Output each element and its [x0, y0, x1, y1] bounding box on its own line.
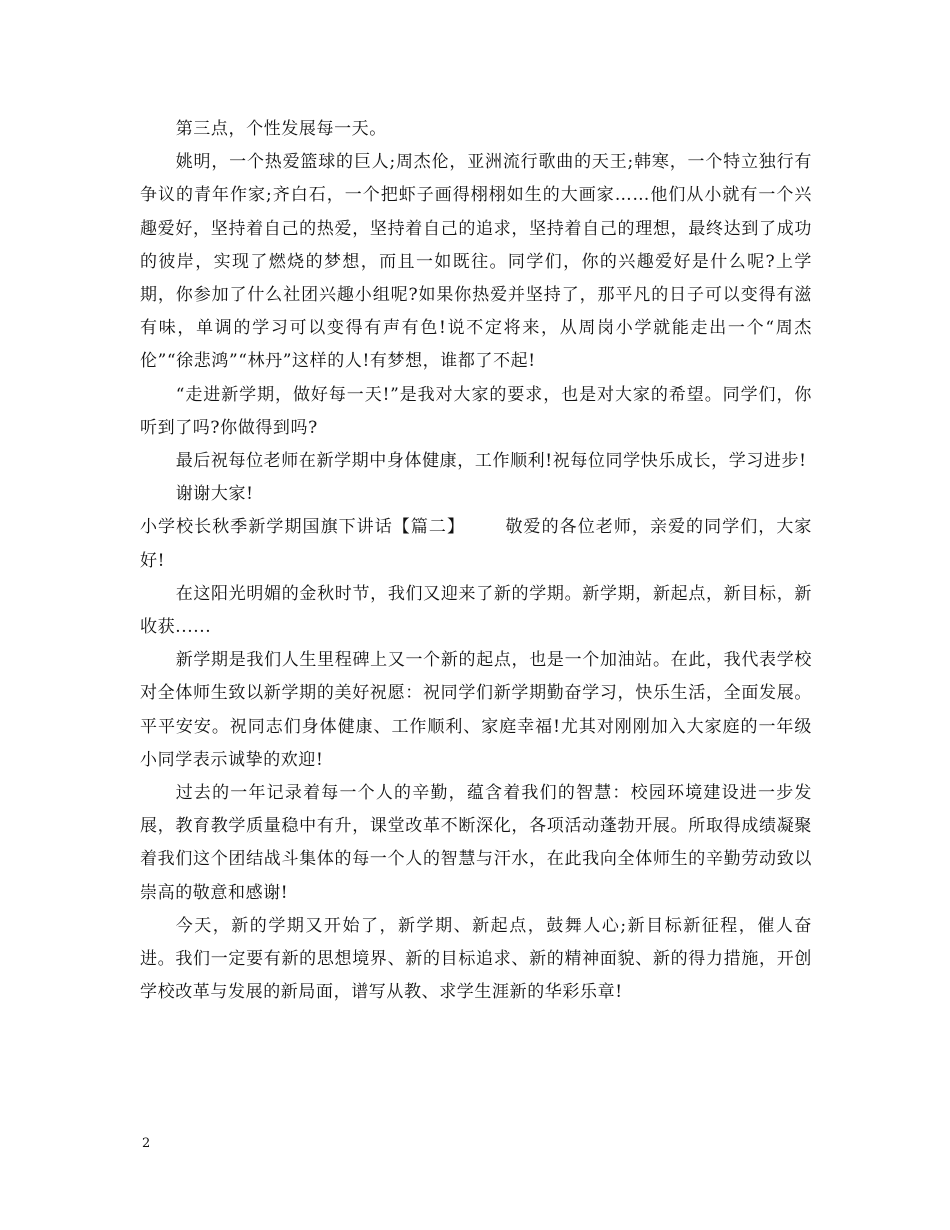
paragraph: 最后祝每位老师在新学期中身体健康，工作顺利!祝每位同学快乐成长，学习进步! — [175, 451, 807, 472]
document-body — [140, 113, 812, 1009]
paragraph: 谢谢大家! — [175, 484, 254, 505]
paragraph: 第三点，个性发展每一天。 — [175, 119, 387, 139]
paragraph: 新学期是我们人生里程碑上又一个新的起点，也是一个加油站。在此，我代表学校对全体师生致以新学期的美好祝愿：祝同学们新学期勤奋学习，快乐生活，全面发展。平平安安。祝同志们身体健康、工作顺利、家庭幸福!尤其对刚刚加入大家庭的一年级小同学表示诚挚的欢迎! — [140, 650, 812, 770]
page-number: 2 — [142, 1136, 151, 1151]
section-greeting: 敬爱的各位老师，亲爱的同学们，大家好! — [140, 517, 812, 571]
section-heading-line — [140, 511, 812, 577]
paragraph: 在这阳光明媚的金秋时节，我们又迎来了新的学期。新学期，新起点，新目标，新收获...... — [140, 583, 812, 638]
section-title: 小学校长秋季新学期国旗下讲话【篇二】 — [140, 517, 466, 538]
paragraph: 过去的一年记录着每一个人的辛勤，蕴含着我们的智慧：校园环境建设进一步发展，教育教学质量稳中有升，课堂改革不断深化，各项活动蓬勃开展。所取得成绩凝聚着我们这个团结战斗集体的每一个人的智慧与汗水，在此我向全体师生的辛勤劳动致以崇高的敬意和感谢! — [140, 783, 812, 903]
paragraph: “走进新学期，做好每一天!”是我对大家的要求，也是对大家的希望。同学们，你听到了吗?你做得到吗? — [140, 384, 812, 438]
paragraph: 姚明，一个热爱篮球的巨人;周杰伦，亚洲流行歌曲的天王;韩寒，一个特立独行有争议的青年作家;齐白石，一个把虾子画得栩栩如生的大画家……他们从小就有一个兴趣爱好，坚持着自己的热爱，坚持着自己的追求，坚持着自己的理想，最终达到了成功的彼岸，实现了燃烧的梦想，而且一如既往。同学们，你的兴趣爱好是什么呢?上学期，你参加了什么社团兴趣小组呢?如果你热爱并坚持了，那平凡的日子可以变得有滋有味，单调的学习可以变得有声有色!说不定将来，从周岗小学就能走出一个“周杰伦”“徐悲鸿”“林丹”这样的人!有梦想，谁都了不起! — [140, 152, 812, 372]
paragraph: 今天，新的学期又开始了，新学期、新起点，鼓舞人心;新目标新征程，催人奋进。我们一定要有新的思想境界、新的目标追求、新的精神面貌、新的得力措施，开创学校改革与发展的新局面，谱写从教、求学生涯新的华彩乐章! — [140, 915, 812, 1003]
